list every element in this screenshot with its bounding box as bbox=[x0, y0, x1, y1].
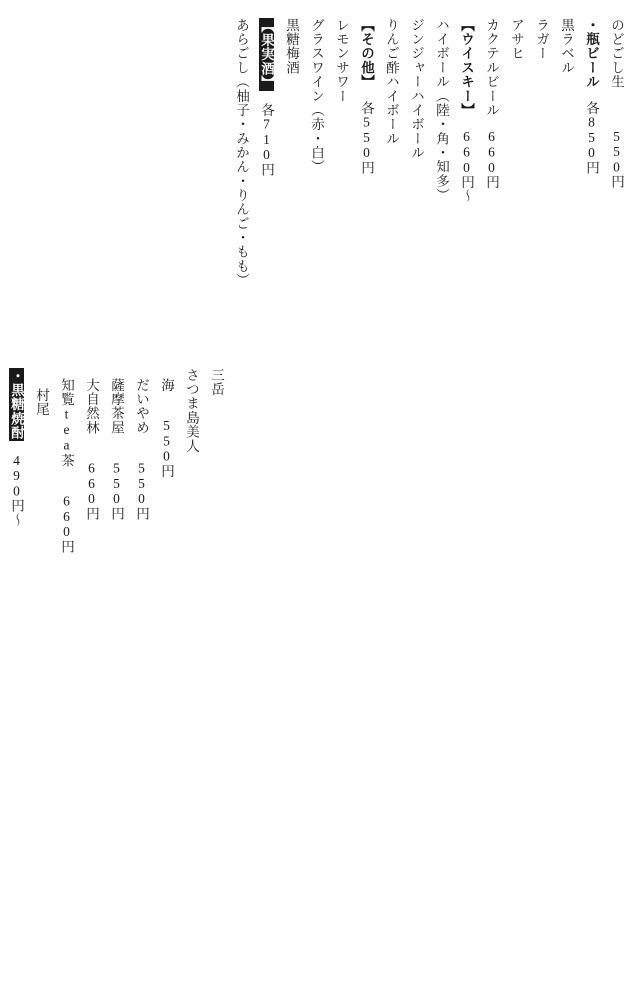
menu-item-chiran-tea-cha: 知覧tea茶660円 bbox=[59, 378, 74, 554]
menu-item-lemon-sour: レモンサワー bbox=[334, 18, 349, 104]
section-bottled-beer: ・瓶ビール各850円 bbox=[584, 18, 599, 175]
menu-item-lager: ラガー bbox=[534, 18, 549, 61]
menu-column-3 bbox=[376, 18, 476, 630]
menu-item-kuro-label: 黒ラベル bbox=[559, 18, 574, 75]
menu-item-ginger-highball: ジンジャーハイボール bbox=[409, 18, 424, 160]
section-fruit-liqueur: 【果実酒】各710円 bbox=[259, 19, 274, 177]
menu-item-cocktail-beer: カクテルビール660円 bbox=[484, 18, 499, 189]
section-kokuto-shochu: ・黒糖焼酎490円〜 bbox=[9, 369, 24, 527]
menu-item-glass-wine: グラスワイン（赤・白） bbox=[309, 18, 324, 174]
section-whisky: 【ウイスキー】660円〜 bbox=[459, 18, 474, 203]
menu-columns bbox=[10, 18, 626, 630]
menu-item-highball: ハイボール（陸・角・知多） bbox=[434, 18, 449, 203]
menu-column-5 bbox=[226, 18, 276, 630]
menu-item-asahi: アサヒ bbox=[509, 18, 524, 61]
menu-item-murao: 村尾 bbox=[34, 388, 49, 417]
section-others: 【その他】各550円 bbox=[359, 18, 374, 175]
menu-column-1 bbox=[601, 18, 626, 630]
menu-item-daishizenrin: 大自然林660円 bbox=[84, 378, 99, 521]
menu-column-6 bbox=[0, 18, 226, 630]
menu-item-kokuto-umeshu: 黒糖梅酒 bbox=[284, 18, 299, 75]
menu-column-2 bbox=[476, 18, 601, 630]
menu-item-satsuma-chaya: 薩摩茶屋550円 bbox=[109, 378, 124, 521]
menu-item-nodogoshi: のどごし生550円 bbox=[609, 18, 624, 189]
menu-item-daiyame: だいやめ550円 bbox=[134, 378, 149, 521]
menu-item-aragoshi: あらごし（柚子・みかん・りんご・もも） bbox=[234, 18, 249, 288]
menu-item-mitake: 三岳 bbox=[209, 368, 224, 397]
menu-column-4 bbox=[276, 18, 376, 630]
menu-item-apple-vinegar-highball: りんご酢ハイボール bbox=[384, 18, 399, 146]
menu-item-umi: 海550円 bbox=[159, 378, 174, 478]
menu-item-satsuma-shimabijin: さつま島美人 bbox=[184, 368, 199, 454]
